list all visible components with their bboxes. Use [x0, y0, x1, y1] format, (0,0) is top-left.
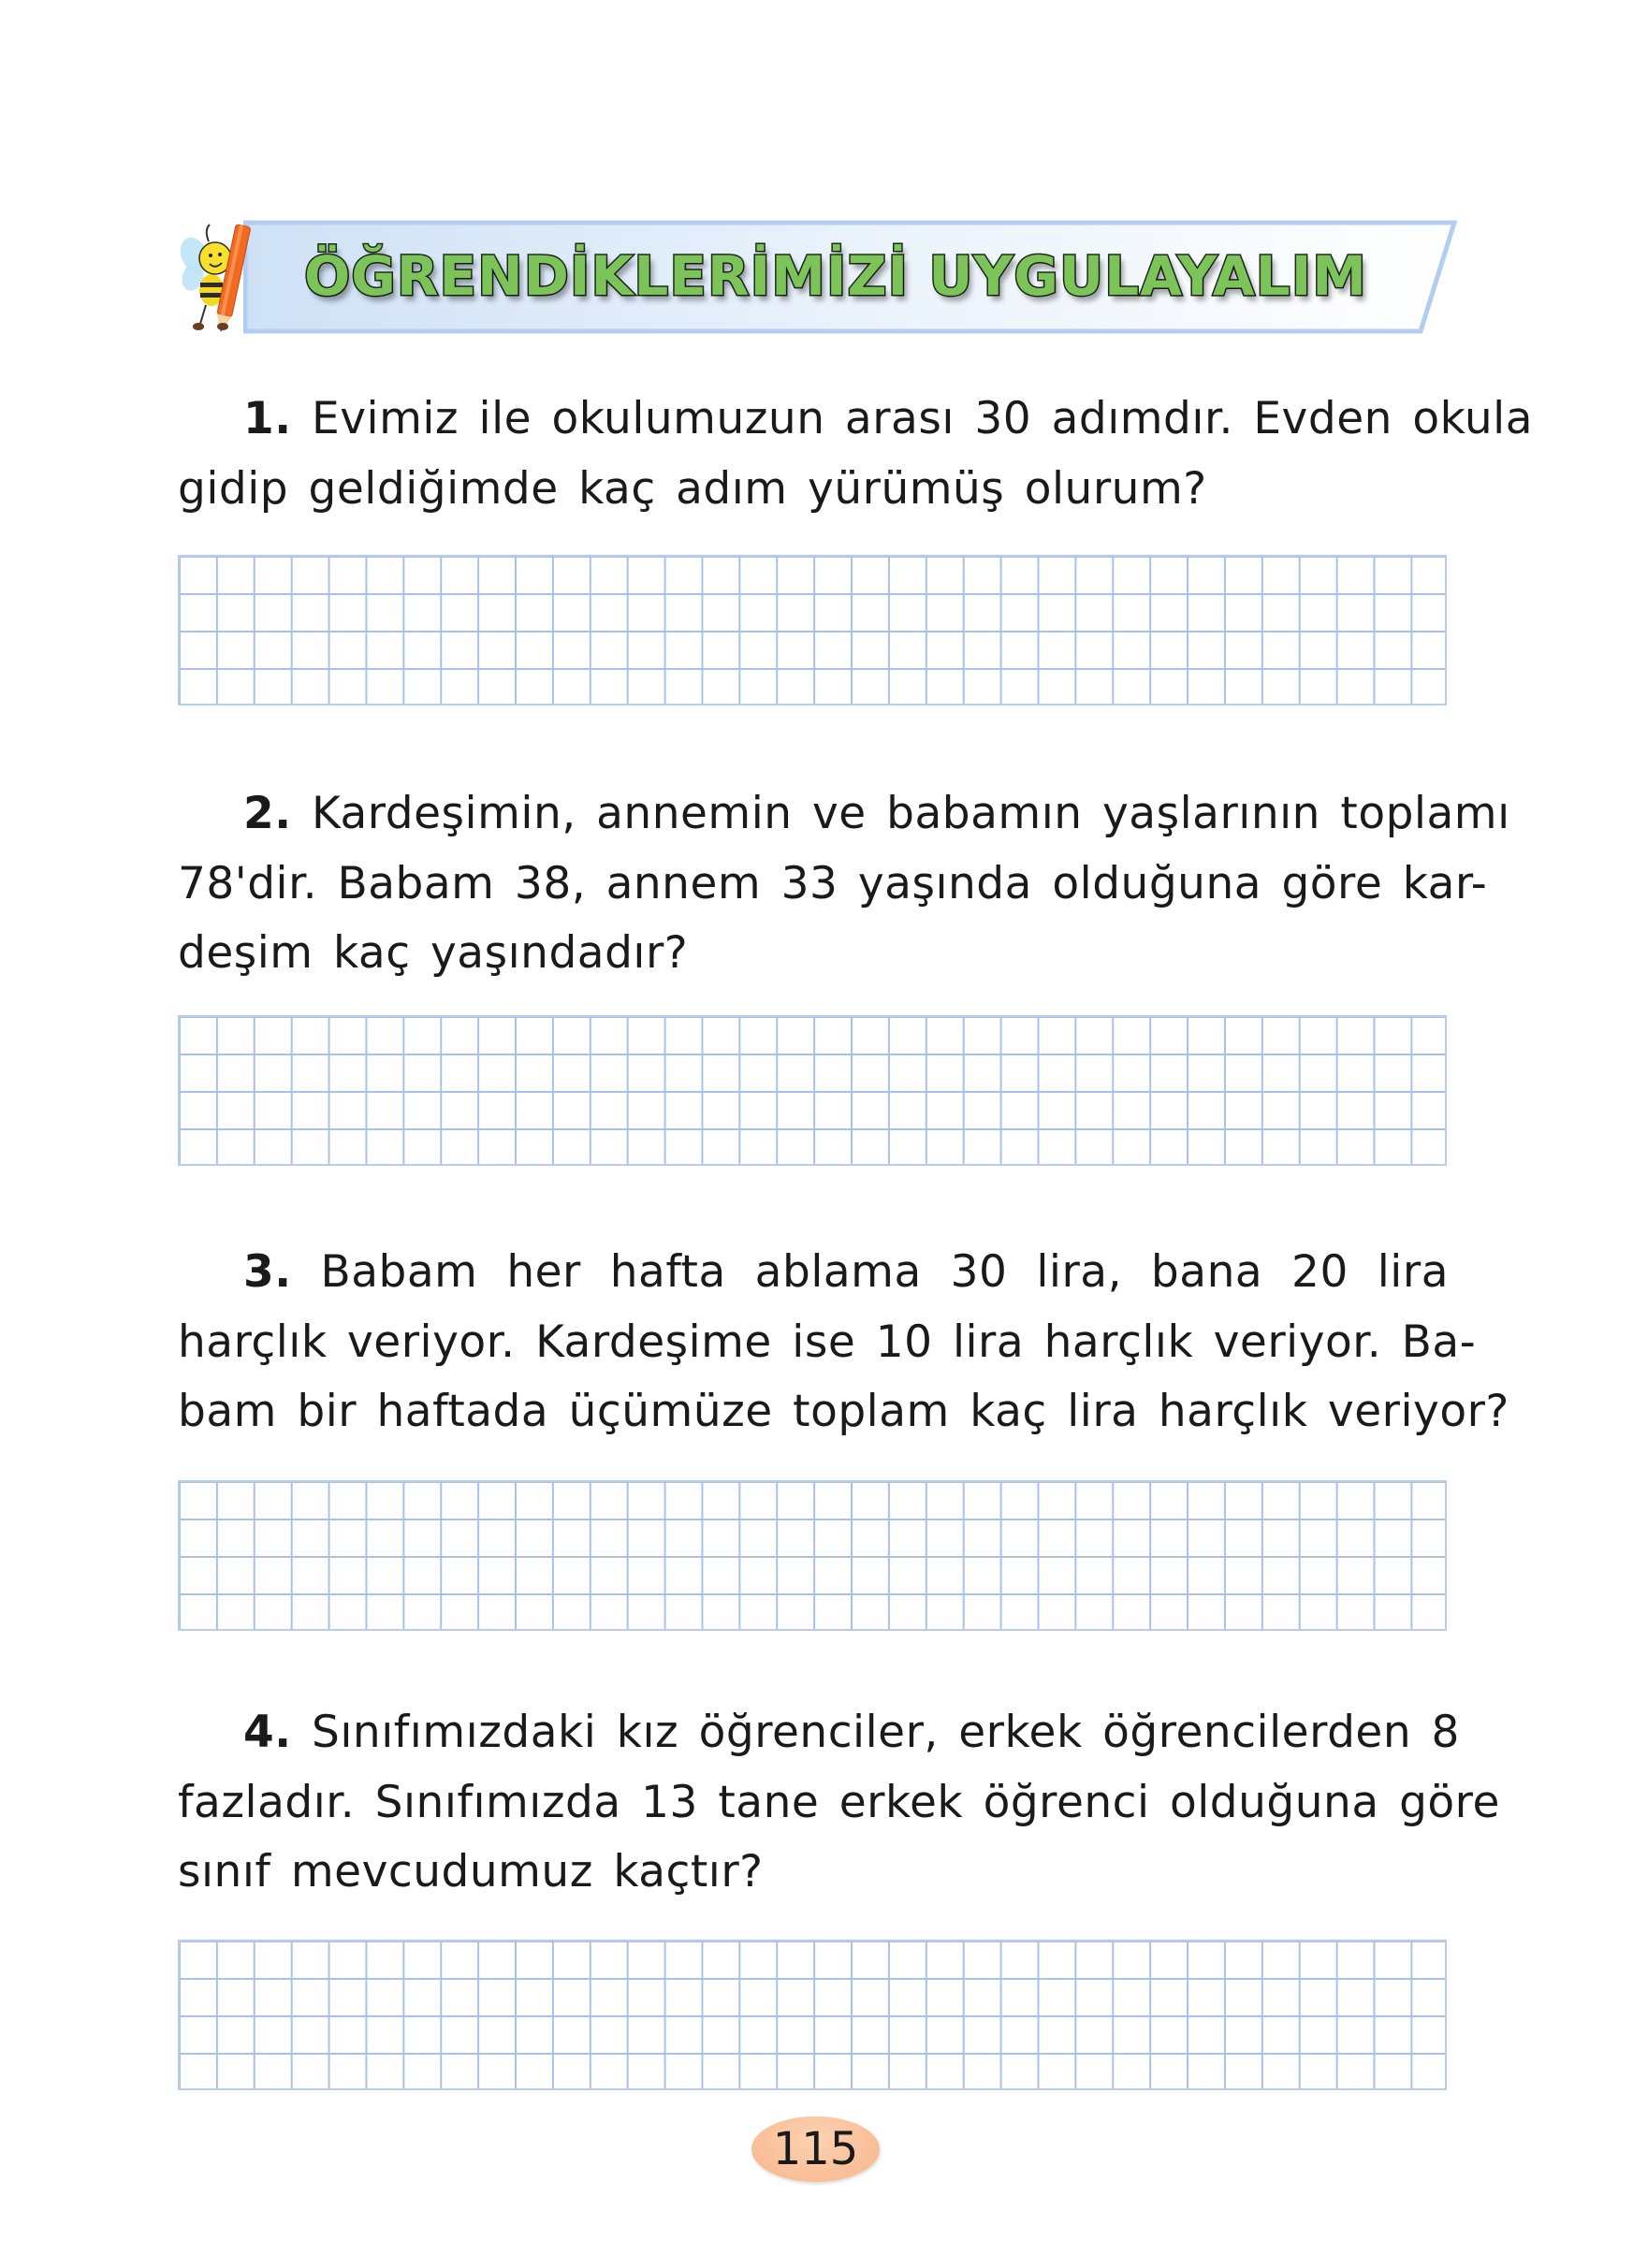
- answer-grid-1[interactable]: [178, 555, 1447, 705]
- answer-grid-3[interactable]: [178, 1480, 1447, 1631]
- question-3-line-2: harçlık veriyor. Kardeşime ise 10 lira harçlık veriyor. Ba-: [178, 1316, 1477, 1368]
- question-2-line-3: deşim kaç yaşındadır?: [178, 927, 689, 979]
- question-1-text-1: Evimiz ile okulumuzun arası 30 adımdır. Evden okula: [312, 393, 1534, 444]
- question-3-number: 3.: [243, 1246, 292, 1298]
- section-title: ÖĞRENDİKLERİMİZİ UYGULAYALIM: [303, 244, 1368, 308]
- answer-grid-4[interactable]: [178, 1940, 1447, 2090]
- question-4-line-1: [178, 1698, 1460, 1768]
- question-2-text-1: Kardeşimin, annemin ve babamın yaşlarının toplamı: [312, 788, 1510, 839]
- question-1-number: 1.: [243, 393, 292, 444]
- question-2-line-2: 78'dir. Babam 38, annem 33 yaşında olduğuna göre kar-: [178, 857, 1488, 909]
- question-1-line-2: gidip geldiğimde kaç adım yürümüş olurum?: [178, 462, 1207, 515]
- question-4: [178, 1698, 1500, 1908]
- bee-with-pencil-icon: [176, 213, 251, 340]
- question-1: [178, 385, 1534, 524]
- answer-grid-2[interactable]: [178, 1015, 1447, 1166]
- question-4-text-1: Sınıfımızdaki kız öğrenciler, erkek öğrencilerden 8: [312, 1707, 1460, 1758]
- question-3-line-3: bam bir haftada üçümüze toplam kaç lira harçlık veriyor?: [178, 1386, 1509, 1437]
- question-2-line-1: [178, 779, 1510, 850]
- question-3-text-1: Babam her hafta ablama 30 lira, bana 20 lira: [320, 1246, 1449, 1298]
- question-4-line-2: fazladır. Sınıfımızda 13 tane erkek öğrenci olduğuna göre: [178, 1776, 1500, 1828]
- question-4-number: 4.: [243, 1707, 292, 1758]
- question-4-line-3: sınıf mevcudumuz kaçtır?: [178, 1846, 764, 1897]
- question-3-line-1: [178, 1238, 1449, 1308]
- question-1-line-1: [178, 385, 1534, 455]
- page-number: 115: [751, 2116, 880, 2182]
- section-banner: [176, 213, 1463, 340]
- question-3: [178, 1238, 1509, 1447]
- question-2-number: 2.: [243, 788, 292, 839]
- question-2: [178, 779, 1510, 989]
